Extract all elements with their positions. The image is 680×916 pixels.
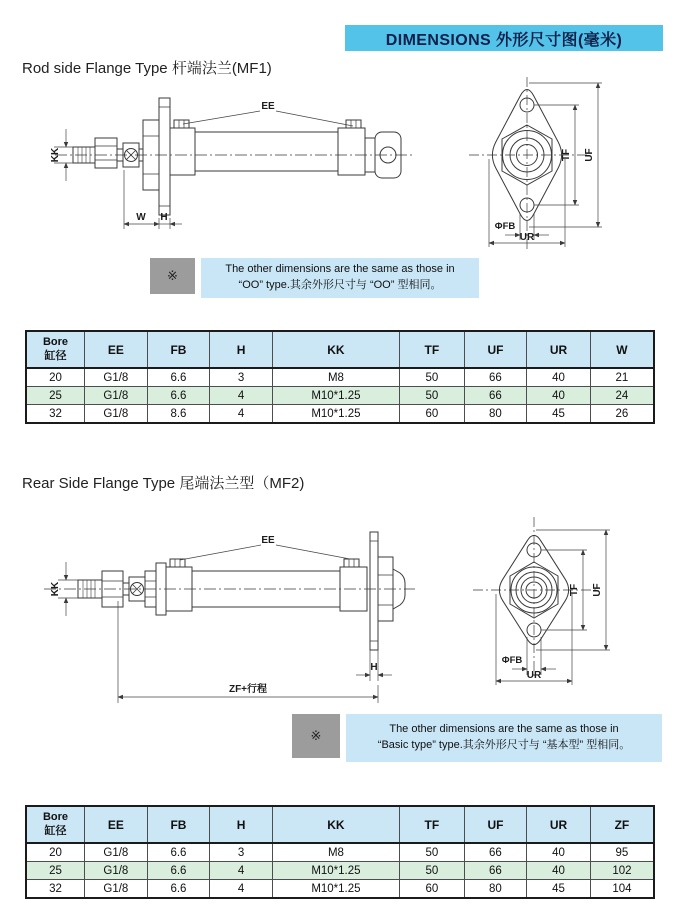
- table-cell: G1/8: [85, 387, 148, 405]
- col-header: H: [210, 806, 273, 843]
- label-ee: EE: [261, 535, 275, 546]
- table-cell: G1/8: [85, 843, 148, 862]
- table-cell: 25: [26, 862, 85, 880]
- table-cell: M8: [272, 843, 399, 862]
- note-line-2: “OO” type.其余外形尺寸与 “OO” 型相同。: [238, 279, 442, 291]
- table-cell: G1/8: [85, 862, 148, 880]
- note-line-2: “Basic type” type.其余外形尺寸与 “基本型” 型相同。: [377, 739, 631, 751]
- table-cell: 45: [527, 880, 591, 899]
- col-header: UF: [464, 806, 527, 843]
- table-cell: 102: [590, 862, 654, 880]
- col-header: UR: [527, 331, 591, 368]
- table-row: [26, 387, 654, 405]
- note-mf1: [150, 258, 479, 298]
- table-row: [26, 405, 654, 424]
- label-kk: KK: [50, 581, 61, 597]
- table-cell: 6.6: [147, 368, 210, 387]
- table-cell: 80: [464, 405, 527, 424]
- col-header: EE: [85, 331, 148, 368]
- cylinder-body: [78, 532, 405, 650]
- col-header: FB: [147, 806, 210, 843]
- table-cell: 60: [400, 405, 465, 424]
- label-uf: UF: [592, 583, 603, 597]
- table-cell: 40: [527, 843, 591, 862]
- label-tf: TF: [569, 583, 580, 597]
- table-cell: G1/8: [85, 405, 148, 424]
- port-front: [174, 120, 189, 128]
- col-header: H: [210, 331, 273, 368]
- label-ur: UR: [519, 232, 535, 243]
- col-header: W: [590, 331, 654, 368]
- label-zf-stroke: ZF+行程: [228, 684, 268, 695]
- cylinder-tube: [195, 132, 338, 171]
- table-cell: 40: [527, 862, 591, 880]
- table-cell: 80: [464, 880, 527, 899]
- section-title-mf1: Rod side Flange Type 杆端法兰(MF1): [22, 60, 272, 77]
- table-row: [26, 368, 654, 387]
- col-header-bore: Bore 缸径: [26, 331, 85, 368]
- label-ur: UR: [526, 670, 542, 681]
- table-cell: 32: [26, 405, 85, 424]
- table-cell: 4: [210, 862, 273, 880]
- col-header: TF: [400, 806, 465, 843]
- dimensions-header-title: DIMENSIONS 外形尺寸图(毫米): [385, 31, 623, 49]
- label-fb: ΦFB: [494, 221, 516, 232]
- col-header: FB: [147, 331, 210, 368]
- table-cell: 20: [26, 368, 85, 387]
- col-header: TF: [400, 331, 465, 368]
- label-fb: ΦFB: [501, 655, 523, 666]
- label-h: H: [370, 662, 378, 673]
- table-cell: 6.6: [147, 843, 210, 862]
- table-row: [26, 880, 654, 899]
- table-cell: M10*1.25: [272, 862, 399, 880]
- note-text: [201, 258, 479, 298]
- table-cell: M10*1.25: [272, 387, 399, 405]
- table-cell: G1/8: [85, 368, 148, 387]
- table-cell: 8.6: [147, 405, 210, 424]
- table-cell: M10*1.25: [272, 880, 399, 899]
- table-cell: 60: [400, 880, 465, 899]
- port-front: [170, 559, 185, 567]
- label-uf: UF: [584, 148, 595, 162]
- section-title-mf2: Rear Side Flange Type 尾端法兰型（MF2): [22, 475, 305, 492]
- table-cell: 20: [26, 843, 85, 862]
- table-cell: M10*1.25: [272, 405, 399, 424]
- table-cell: 66: [464, 862, 527, 880]
- table-cell: 95: [590, 843, 654, 862]
- label-ee: EE: [261, 101, 275, 112]
- table-cell: 6.6: [147, 880, 210, 899]
- table-cell: 32: [26, 880, 85, 899]
- col-header: KK: [272, 331, 399, 368]
- table-cell: 4: [210, 880, 273, 899]
- note-symbol: ※: [150, 258, 195, 294]
- table-row: [26, 862, 654, 880]
- col-header: ZF: [590, 806, 654, 843]
- label-w: W: [136, 212, 146, 223]
- col-header: UF: [464, 331, 527, 368]
- label-kk: KK: [50, 147, 61, 163]
- table-cell: 3: [210, 843, 273, 862]
- table-header-row: [26, 806, 654, 843]
- table-cell: 4: [210, 405, 273, 424]
- mf1-side-view-drawing: [40, 80, 420, 255]
- col-header: EE: [85, 806, 148, 843]
- table-cell: 24: [590, 387, 654, 405]
- spec-table-mf1: [25, 330, 655, 424]
- table-row: [26, 843, 654, 862]
- note-line-1: The other dimensions are the same as those in: [225, 263, 455, 276]
- spec-table-mf2: [25, 805, 655, 899]
- dimensions-header: [345, 25, 663, 51]
- rear-side-flange-plate: [370, 532, 378, 650]
- table-cell: 40: [527, 387, 591, 405]
- mf2-flange-front-view: [455, 515, 670, 715]
- note-symbol: ※: [292, 714, 340, 758]
- table-cell: 50: [400, 387, 465, 405]
- note-mf2: [292, 714, 662, 762]
- note-line-1: The other dimensions are the same as those in: [389, 723, 619, 736]
- table-header-row: [26, 331, 654, 368]
- table-cell: 6.6: [147, 387, 210, 405]
- table-cell: 50: [400, 843, 465, 862]
- table-cell: 66: [464, 387, 527, 405]
- port-rear: [344, 559, 359, 567]
- table-cell: 40: [527, 368, 591, 387]
- label-tf: TF: [561, 148, 572, 162]
- table-cell: G1/8: [85, 880, 148, 899]
- table-cell: 66: [464, 843, 527, 862]
- table-cell: 3: [210, 368, 273, 387]
- table-cell: 50: [400, 862, 465, 880]
- rod-side-flange-plate: [159, 98, 170, 215]
- mf1-flange-front-view: [455, 75, 670, 270]
- table-cell: 66: [464, 368, 527, 387]
- cylinder-body: [73, 98, 401, 215]
- table-cell: M8: [272, 368, 399, 387]
- mf2-side-view-drawing: [30, 505, 440, 710]
- col-header-bore: Bore 缸径: [26, 806, 85, 843]
- table-cell: 26: [590, 405, 654, 424]
- table-cell: 6.6: [147, 862, 210, 880]
- table-cell: 25: [26, 387, 85, 405]
- port-rear: [346, 120, 361, 128]
- table-cell: 45: [527, 405, 591, 424]
- label-h: H: [160, 212, 168, 223]
- table-cell: 21: [590, 368, 654, 387]
- col-header: KK: [272, 806, 399, 843]
- col-header: UR: [527, 806, 591, 843]
- table-cell: 50: [400, 368, 465, 387]
- table-cell: 104: [590, 880, 654, 899]
- note-text: [346, 714, 662, 762]
- table-cell: 4: [210, 387, 273, 405]
